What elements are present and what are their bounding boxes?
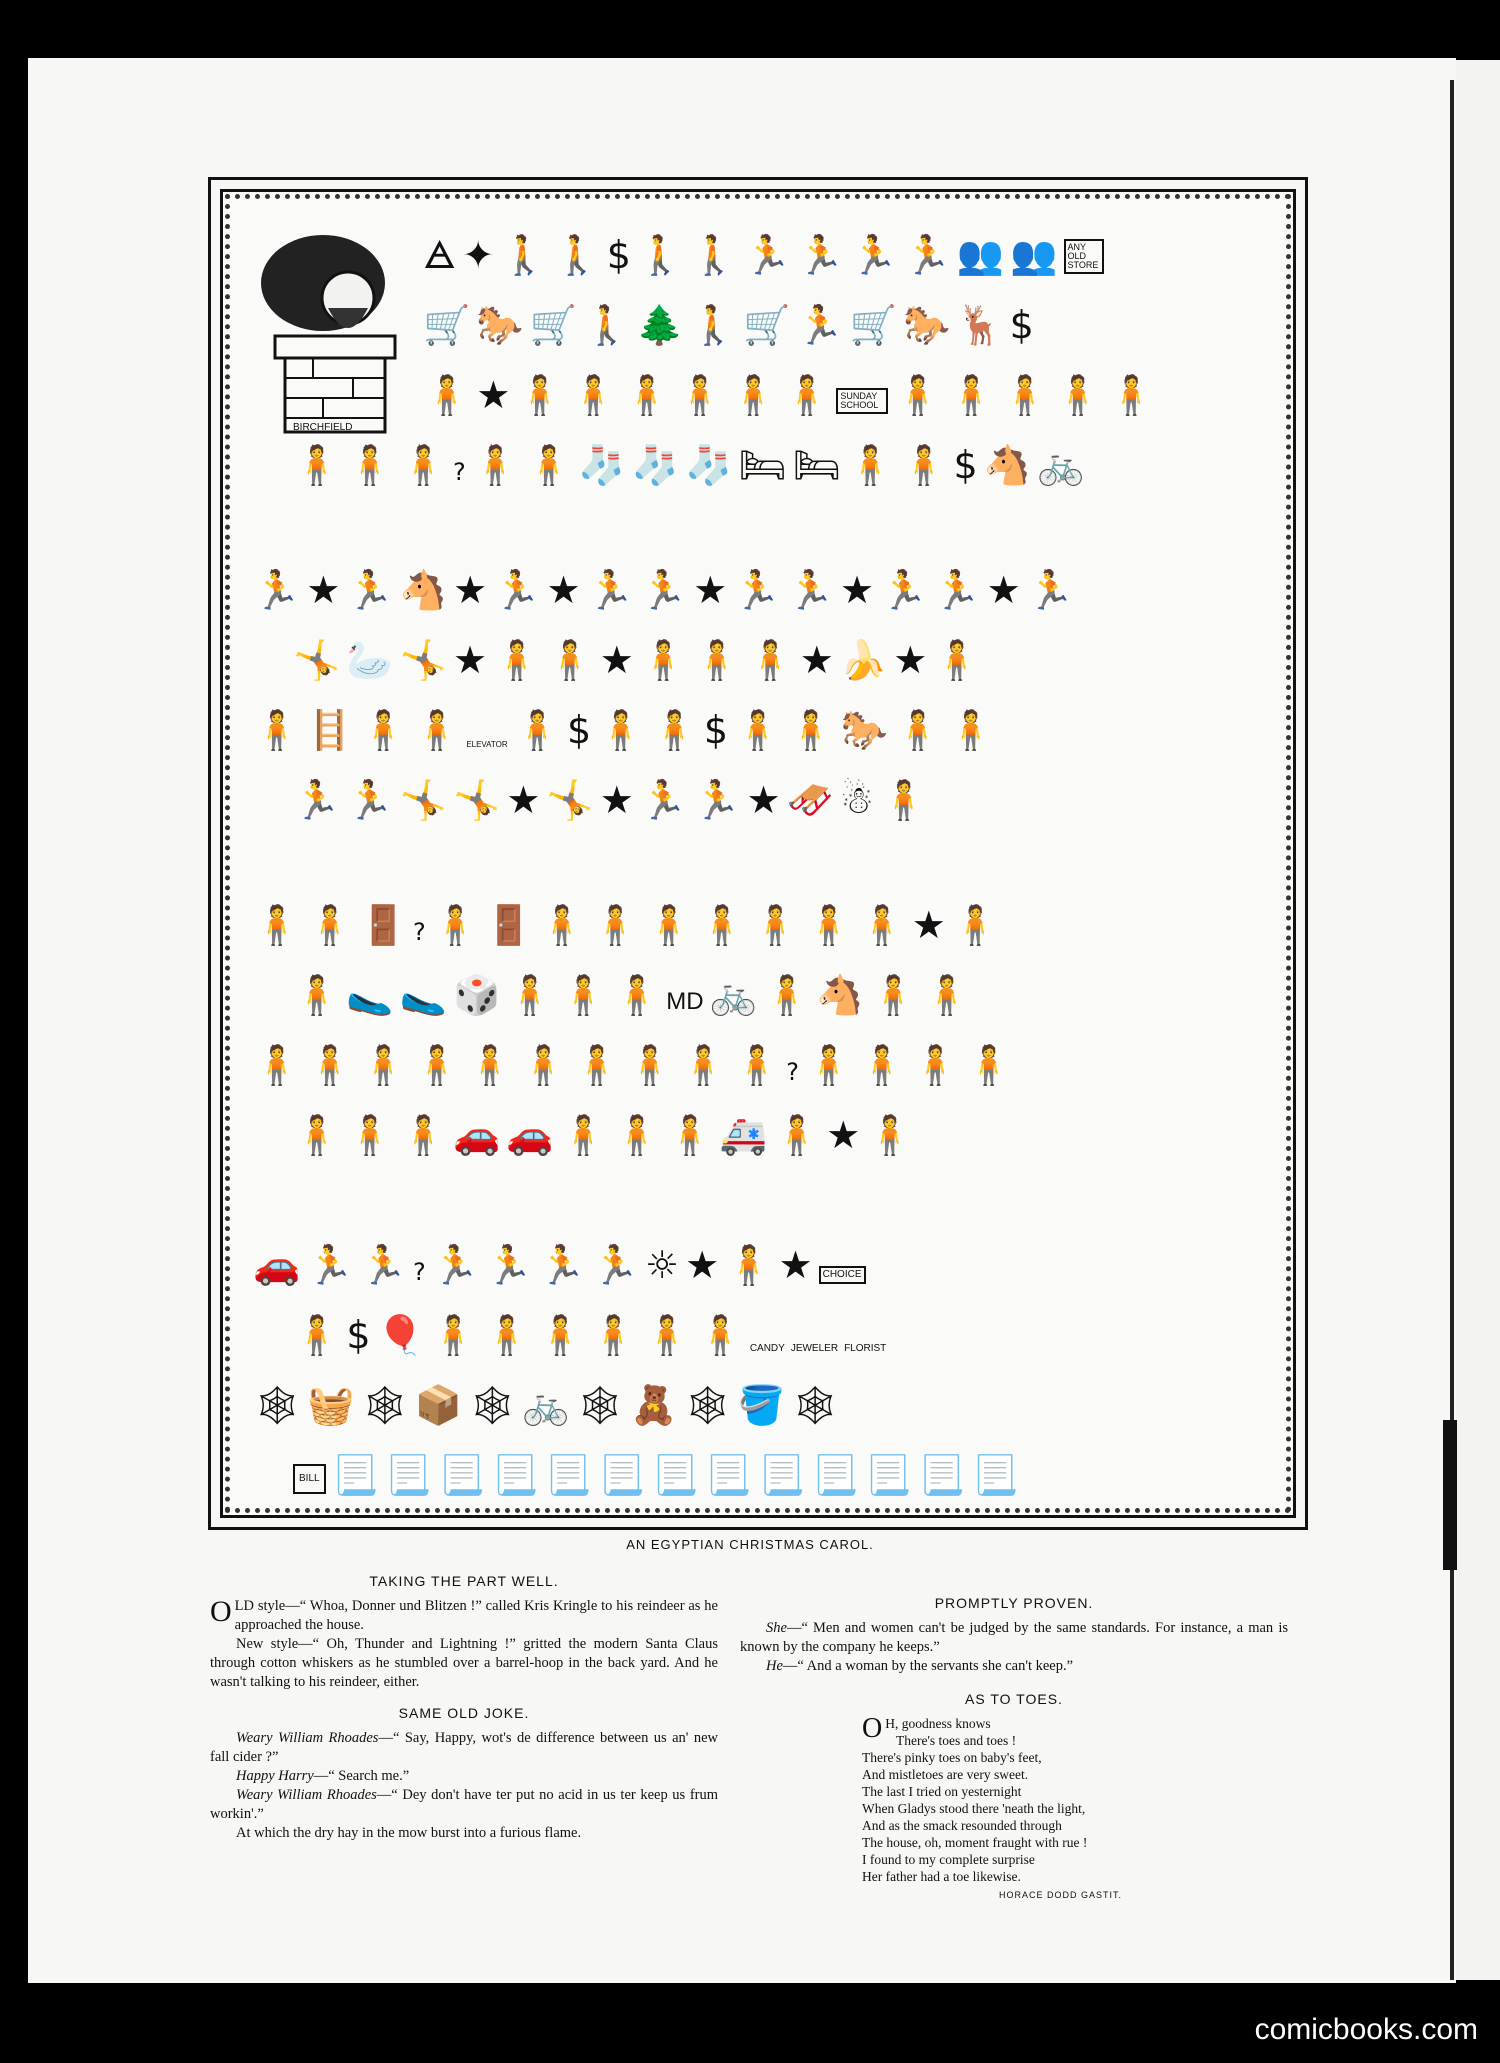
star-icon: ★ bbox=[453, 568, 488, 612]
wagon-icon: 🛒 bbox=[849, 303, 897, 347]
bill-icon: 📃 bbox=[331, 1453, 379, 1497]
bicycle-icon: 🚲 bbox=[709, 973, 757, 1017]
dollar-icon: $ bbox=[953, 443, 978, 487]
debris-icon: 🧸 bbox=[629, 1383, 678, 1427]
spiderweb-icon: 🕸 bbox=[575, 1383, 624, 1427]
figure-icon: 🧍 bbox=[869, 973, 917, 1017]
figure-icon: 🧍 bbox=[253, 903, 301, 947]
drop-cap: O bbox=[210, 1595, 232, 1628]
doctor-label: MD bbox=[666, 988, 704, 1015]
sled-icon: 🛷 bbox=[786, 778, 834, 822]
candy-sign: CANDY bbox=[749, 1343, 785, 1354]
automobile-icon: 🚗 bbox=[253, 1243, 301, 1287]
figure-icon: 🤸 bbox=[452, 778, 501, 822]
figure-icon: 🧍 bbox=[253, 1043, 301, 1087]
bill-icon: 📃 bbox=[544, 1453, 593, 1497]
figure-icon: 🏃 bbox=[485, 1243, 533, 1287]
speaker-name: Weary William Rhoades bbox=[236, 1787, 377, 1803]
speaker-name: Weary William Rhoades bbox=[236, 1730, 379, 1746]
stocking-icon: 🧦 bbox=[685, 443, 733, 487]
figure-icon: 🏃 bbox=[346, 568, 394, 612]
figure-icon: 🧍 bbox=[933, 638, 981, 682]
jeweler-sign: JEWELER bbox=[790, 1343, 839, 1354]
poem-line: I found to my complete surprise bbox=[862, 1852, 1035, 1867]
dollar-icon: $ bbox=[567, 708, 592, 752]
figure-icon: 🧍 bbox=[734, 708, 782, 752]
star-icon: ★ bbox=[452, 638, 488, 682]
walking-figure-icon: 🚶 bbox=[500, 233, 548, 277]
question-icon: ? bbox=[452, 458, 466, 486]
automobile-icon: 🚗 bbox=[506, 1113, 554, 1157]
figure-icon: 🤸 bbox=[399, 778, 447, 822]
figure-icon: 🏃 bbox=[431, 1243, 480, 1287]
debris-icon: 📦 bbox=[414, 1383, 463, 1427]
figure-icon: 🧍 bbox=[306, 1043, 354, 1087]
rebus-row bbox=[253, 1222, 866, 1287]
spiderweb-icon: 🕸 bbox=[790, 1383, 840, 1427]
figure-icon: 🧍 bbox=[466, 1043, 514, 1087]
figure-icon: 🧍 bbox=[293, 1113, 341, 1157]
figure-icon: 🧍 bbox=[591, 903, 640, 947]
stocking-icon: 🧦 bbox=[578, 443, 626, 487]
figure-icon: 🧍 bbox=[879, 778, 928, 822]
ladder-icon: 🪜 bbox=[306, 708, 354, 752]
figure-icon: 🧍 bbox=[519, 1043, 567, 1087]
carol-illustration-frame bbox=[208, 177, 1308, 1530]
article-title: PROMPTLY PROVEN. bbox=[934, 1595, 1094, 1611]
poem-line: There's pinky toes on baby's feet, bbox=[862, 1750, 1042, 1765]
rebus-row bbox=[253, 1362, 840, 1427]
reindeer-icon: 🦌 bbox=[956, 303, 1004, 347]
carol-illustration-panel bbox=[220, 189, 1296, 1518]
figure-icon: 🧍 bbox=[894, 373, 942, 417]
speaker-name: Happy Harry bbox=[236, 1768, 314, 1784]
spiderweb-icon: 🕸 bbox=[683, 1383, 732, 1427]
choice-sign: CHOICE bbox=[819, 1266, 866, 1284]
figure-icon: 🏃 bbox=[933, 568, 981, 612]
figure-icon: 🏃 bbox=[359, 1243, 407, 1287]
walking-figure-icon: 🚶 bbox=[636, 233, 685, 277]
rocking-horse-icon: 🐴 bbox=[399, 568, 448, 612]
goose-icon: 🦢 bbox=[346, 638, 394, 682]
figure-icon: 🧍 bbox=[866, 1113, 914, 1157]
dice-icon: 🎲 bbox=[452, 973, 501, 1017]
article-paragraph: At which the dry hay in the mow burst into a furious flame. bbox=[236, 1825, 582, 1841]
dialogue-line bbox=[740, 1657, 1288, 1676]
running-figure-icon: 🏃 bbox=[850, 233, 898, 277]
horse-cart-icon: 🐎 bbox=[840, 708, 889, 752]
figure-icon: 🧍 bbox=[359, 708, 407, 752]
star-icon: ★ bbox=[476, 373, 511, 417]
bill-icon: 📃 bbox=[811, 1453, 859, 1497]
figure-icon: 🧍 bbox=[506, 973, 554, 1017]
figure-icon: 🧍 bbox=[746, 638, 794, 682]
figure-icon: 🧍 bbox=[693, 638, 741, 682]
poem-line: Her father had a toe likewise. bbox=[862, 1869, 1021, 1884]
dollar-icon: $ bbox=[346, 1313, 371, 1357]
figure-icon: 🧍 bbox=[589, 1313, 638, 1357]
star-icon: ★ bbox=[506, 778, 541, 822]
door-icon: 🚪 bbox=[485, 903, 533, 947]
figure-icon: 🧍 bbox=[412, 708, 461, 752]
figure-icon: 🧍 bbox=[650, 708, 698, 752]
figure-icon: 🤸 bbox=[399, 638, 447, 682]
spiderweb-icon: 🕸 bbox=[360, 1383, 409, 1427]
figure-icon: 🧍 bbox=[965, 1043, 1013, 1087]
running-figure-icon: 🏃 bbox=[903, 233, 951, 277]
figure-icon: 🏃 bbox=[733, 568, 781, 612]
figure-icon: 🧍 bbox=[911, 1043, 960, 1087]
poem bbox=[862, 1715, 1162, 1904]
figure-icon: 🧍 bbox=[762, 973, 811, 1017]
bill-icon: 📃 bbox=[918, 1453, 966, 1497]
crowd-icon: 👥 bbox=[1010, 233, 1058, 277]
figure-icon: 🧍 bbox=[639, 638, 688, 682]
slippers-icon: 🥿 bbox=[346, 973, 394, 1017]
article-paragraph: New style—“ Oh, Thunder and Lightning !” gritted the modern Santa Claus through cotton whiskers as he stumbled over a barrel-hoop in the back yard. And he wasn't talking to his reindeer, either. bbox=[210, 1636, 718, 1690]
figure-icon: 🏃 bbox=[253, 568, 301, 612]
debris-icon: 🪣 bbox=[737, 1383, 785, 1427]
figure-icon: 🤸 bbox=[293, 638, 341, 682]
poem-title: AS TO TOES. bbox=[965, 1691, 1063, 1707]
figure-icon: 🧍 bbox=[493, 638, 541, 682]
figure-icon: 🧍 bbox=[696, 1313, 744, 1357]
figure-icon: 🧍 bbox=[483, 1313, 531, 1357]
figure-icon: 🧍 bbox=[538, 903, 586, 947]
figure-icon: 🧍 bbox=[569, 373, 618, 417]
figure-icon: 🏃 bbox=[591, 1243, 640, 1287]
question-icon: ? bbox=[412, 1258, 426, 1286]
figure-icon: 🧍 bbox=[676, 373, 724, 417]
rebus-row bbox=[293, 952, 971, 1017]
dollar-icon: $ bbox=[1009, 303, 1034, 347]
figure-icon: 🏃 bbox=[586, 568, 634, 612]
figure-icon: 🧍 bbox=[679, 1043, 727, 1087]
rebus-row bbox=[253, 687, 995, 752]
figure-icon: 🧍 bbox=[626, 1043, 674, 1087]
figure-icon: 🧍 bbox=[894, 708, 942, 752]
horse-icon: 🐎 bbox=[476, 303, 524, 347]
speaker-name: She bbox=[766, 1620, 787, 1636]
figure-icon: 🧍 bbox=[536, 1313, 584, 1357]
figure-icon: 🧍 bbox=[516, 373, 564, 417]
star-icon: ★ bbox=[599, 638, 634, 682]
right-column bbox=[740, 1594, 1288, 1904]
bill-icon: 📃 bbox=[758, 1453, 806, 1497]
figure-icon: 🧍 bbox=[559, 1113, 607, 1157]
walking-figure-icon: 🚶 bbox=[553, 233, 601, 277]
star-icon: ★ bbox=[746, 778, 781, 822]
article-paragraph bbox=[210, 1597, 718, 1635]
rebus-row bbox=[293, 422, 1085, 487]
watermark: comicbooks.com bbox=[1254, 2013, 1478, 2046]
santa-chimney-illustration bbox=[253, 228, 413, 438]
figure-icon: 🧍 bbox=[947, 708, 995, 752]
drop-cap: O bbox=[862, 1713, 883, 1744]
tree-icon: 🌲 bbox=[636, 303, 684, 347]
bill-label: BILL bbox=[293, 1464, 326, 1494]
debris-icon: 🚲 bbox=[522, 1383, 570, 1427]
figure-icon: 🧍 bbox=[293, 443, 341, 487]
figure-icon: 🧍 bbox=[399, 1113, 447, 1157]
rebus-row bbox=[423, 212, 1104, 277]
star-icon: ★ bbox=[546, 568, 581, 612]
figure-icon: 🏃 bbox=[346, 778, 394, 822]
star-icon: ★ bbox=[826, 1113, 861, 1157]
dollar-icon: $ bbox=[606, 233, 631, 277]
figure-icon: 🧍 bbox=[729, 373, 778, 417]
figure-icon: 🧍 bbox=[787, 708, 835, 752]
figure-icon: 🏃 bbox=[1026, 568, 1075, 612]
bill-icon: 📃 bbox=[864, 1453, 913, 1497]
rebus-row bbox=[293, 757, 928, 822]
wagon-icon: 🛒 bbox=[529, 303, 577, 347]
figure-icon: 🏃 bbox=[880, 568, 928, 612]
left-column bbox=[210, 1572, 718, 1843]
poem-line: The house, oh, moment fraught with rue ! bbox=[862, 1835, 1088, 1850]
page-fold-line bbox=[1450, 80, 1454, 1980]
walking-figure-icon: 🚶 bbox=[690, 233, 738, 277]
figure-icon: 🧍 bbox=[306, 903, 354, 947]
figure-icon: 🧍 bbox=[645, 903, 693, 947]
star-icon: ★ bbox=[778, 1243, 813, 1287]
dialogue-line bbox=[210, 1767, 718, 1786]
door-icon: 🚪 bbox=[359, 903, 407, 947]
speaker-name: He bbox=[766, 1658, 783, 1674]
star-icon: ★ bbox=[893, 638, 928, 682]
figure-icon: 🧍 bbox=[643, 1313, 691, 1357]
school-sign: SUNDAY SCHOOL bbox=[836, 388, 888, 414]
figure-icon: 🏃 bbox=[538, 1243, 586, 1287]
star-icon: ★ bbox=[839, 568, 875, 612]
poem-author: HORACE DODD GASTIT. bbox=[998, 1890, 1122, 1900]
figure-icon: 🧍 bbox=[412, 1043, 461, 1087]
article-title: SAME OLD JOKE. bbox=[398, 1705, 530, 1721]
figure-icon: 🜁 bbox=[423, 233, 457, 277]
dialogue-text: —“ And a woman by the servants she can't keep.” bbox=[782, 1658, 1074, 1674]
snowman-icon: ☃ bbox=[839, 778, 874, 822]
poem-line: When Gladys stood there 'neath the light, bbox=[862, 1801, 1086, 1816]
star-icon: ★ bbox=[693, 568, 728, 612]
automobile-icon: 🚗 bbox=[452, 1113, 501, 1157]
poem-line: And mistletoes are very sweet. bbox=[862, 1767, 1029, 1782]
sun-icon: ☼ bbox=[645, 1243, 680, 1287]
rebus-row bbox=[293, 1292, 887, 1357]
figure-icon: 🧍 bbox=[805, 903, 853, 947]
figure-icon: 🧍 bbox=[431, 903, 480, 947]
rebus-row bbox=[423, 352, 1156, 417]
star-icon: ★ bbox=[799, 638, 834, 682]
dialogue-text: —“ Search me.” bbox=[313, 1768, 410, 1784]
figure-icon: 🏃 bbox=[639, 778, 688, 822]
figure-icon: 🧍 bbox=[1054, 373, 1102, 417]
figure-icon: 🧍 bbox=[399, 443, 447, 487]
question-icon: ? bbox=[412, 918, 426, 946]
bill-icon: 📃 bbox=[598, 1453, 646, 1497]
figure-icon: 🧍 bbox=[858, 1043, 906, 1087]
rebus-row bbox=[293, 617, 981, 682]
figure-icon: 🧍 bbox=[293, 973, 341, 1017]
spiderweb-icon: 🕸 bbox=[468, 1383, 517, 1427]
dialogue-text: —“ Say, Happy, wot's de difference between us an' new fall cider ?” bbox=[210, 1730, 718, 1765]
figure-icon: 🏃 bbox=[639, 568, 688, 612]
spiderweb-icon: 🕸 bbox=[253, 1383, 302, 1427]
figure-icon: 🧍 bbox=[805, 1043, 853, 1087]
figure-icon: 🧍 bbox=[951, 903, 1000, 947]
figure-icon: 🧍 bbox=[666, 1113, 714, 1157]
figure-icon: 🧍 bbox=[732, 1043, 781, 1087]
next-page-edge bbox=[1456, 60, 1500, 1980]
bill-icon: 📃 bbox=[438, 1453, 486, 1497]
bill-icon: 📃 bbox=[704, 1453, 753, 1497]
rocking-horse-icon: 🐴 bbox=[816, 973, 864, 1017]
stocking-icon: 🧦 bbox=[631, 443, 680, 487]
slippers-icon: 🥿 bbox=[399, 973, 447, 1017]
figure-icon: 🧍 bbox=[346, 443, 394, 487]
figure-icon: 🧍 bbox=[559, 973, 607, 1017]
figure-icon: 🧍 bbox=[1001, 373, 1049, 417]
figure-icon: 🧍 bbox=[359, 1043, 407, 1087]
crowd-icon: 👥 bbox=[956, 233, 1005, 277]
figure-icon: 🚶 bbox=[689, 303, 737, 347]
debris-icon: 🧺 bbox=[307, 1383, 355, 1427]
dialogue-line bbox=[210, 1729, 718, 1767]
figure-icon: 🧍 bbox=[572, 1043, 621, 1087]
bicycle-icon: 🚲 bbox=[1037, 443, 1085, 487]
star-icon: ★ bbox=[306, 568, 341, 612]
florist-sign: FLORIST bbox=[844, 1343, 887, 1354]
wagon-icon: 🛒 bbox=[742, 303, 791, 347]
running-figure-icon: 🏃 bbox=[743, 233, 791, 277]
running-figure-icon: 🏃 bbox=[796, 233, 845, 277]
figure-icon: 🧍 bbox=[597, 708, 645, 752]
figure-icon: 🧍 bbox=[1107, 373, 1156, 417]
figure-icon: 🏃 bbox=[306, 1243, 354, 1287]
poem-line: There's toes and toes ! bbox=[896, 1733, 1017, 1748]
figure-icon: 🧍 bbox=[846, 443, 895, 487]
figure-icon: 🧍 bbox=[751, 903, 800, 947]
bananas-icon: 🍌 bbox=[839, 638, 888, 682]
figure-icon: 🧍 bbox=[612, 973, 661, 1017]
wagon-icon: 🛒 bbox=[423, 303, 471, 347]
figure-icon: 🧍 bbox=[429, 1313, 478, 1357]
figure-icon: 🧍 bbox=[922, 973, 971, 1017]
poem-line: The last I tried on yesternight bbox=[862, 1784, 1022, 1799]
rebus-row bbox=[293, 1432, 1019, 1497]
dialogue-line bbox=[210, 1786, 718, 1824]
figure-icon: 🧍 bbox=[525, 443, 573, 487]
elevator-sign: ELEVATOR bbox=[466, 740, 508, 749]
star-icon: ★ bbox=[986, 568, 1021, 612]
star-icon: ★ bbox=[911, 903, 946, 947]
figure-icon: 🧍 bbox=[725, 1243, 773, 1287]
figure-icon: 🏃 bbox=[786, 568, 834, 612]
figure-icon: 🧍 bbox=[346, 1113, 394, 1157]
figure-icon: 🧍 bbox=[772, 1113, 821, 1157]
star-icon: ★ bbox=[599, 778, 634, 822]
figure-icon: 🧍 bbox=[423, 373, 471, 417]
figure-icon: 🧍 bbox=[546, 638, 594, 682]
horse-icon: 🐎 bbox=[902, 303, 951, 347]
artist-signature: BIRCHFIELD bbox=[293, 422, 353, 433]
figure-icon: 🏃 bbox=[493, 568, 541, 612]
bill-icon: 📃 bbox=[971, 1453, 1019, 1497]
figure-icon: 🧍 bbox=[783, 373, 831, 417]
rebus-row bbox=[253, 547, 1075, 612]
figure-icon: 🧍 bbox=[471, 443, 520, 487]
ambulance-icon: 🚑 bbox=[719, 1113, 767, 1157]
dialogue-line bbox=[740, 1619, 1288, 1657]
bed-icon: 🛏 bbox=[738, 443, 787, 487]
dollar-icon: $ bbox=[703, 708, 729, 752]
store-sign: ANY OLD STORE bbox=[1064, 239, 1104, 274]
dialogue-text: —“ Men and women can't be judged by the same standards. For instance, a man is known by the company he keeps.” bbox=[740, 1620, 1288, 1655]
figure-icon: 🧍 bbox=[858, 903, 906, 947]
bill-icon: 📃 bbox=[384, 1453, 433, 1497]
figure-icon: ✦ bbox=[462, 233, 495, 277]
star-icon: ★ bbox=[685, 1243, 720, 1287]
figure-icon: 🏃 bbox=[293, 778, 341, 822]
rebus-row bbox=[293, 1092, 914, 1157]
figure-icon: 🧍 bbox=[947, 373, 996, 417]
poem-line-text: H, goodness knows bbox=[885, 1716, 991, 1731]
horse-toy-icon: 🐴 bbox=[983, 443, 1032, 487]
rebus-row bbox=[253, 882, 1000, 947]
figure-icon: 🤸 bbox=[546, 778, 594, 822]
poem-line: And as the smack resounded through bbox=[862, 1818, 1062, 1833]
paragraph-text: LD style—“ Whoa, Donner und Blitzen !” called Kris Kringle to his reindeer as he approached the house. bbox=[234, 1598, 718, 1633]
article-title: TAKING THE PART WELL. bbox=[369, 1573, 559, 1589]
figure-icon: 🏃 bbox=[796, 303, 844, 347]
figure-icon: 🧍 bbox=[513, 708, 561, 752]
figure-icon: 🧍 bbox=[698, 903, 746, 947]
figure-icon: 🧍 bbox=[623, 373, 671, 417]
figure-icon: 🧍 bbox=[612, 1113, 661, 1157]
figure-icon: 🧍 bbox=[900, 443, 948, 487]
balloons-icon: 🎈 bbox=[376, 1313, 424, 1357]
rebus-row bbox=[253, 1022, 1013, 1087]
rebus-row bbox=[423, 282, 1034, 347]
illustration-caption: AN EGYPTIAN CHRISTMAS CAROL. bbox=[626, 1537, 874, 1552]
bill-icon: 📃 bbox=[491, 1453, 539, 1497]
figure-icon: 🧍 bbox=[293, 1313, 341, 1357]
figure-icon: 🚶 bbox=[582, 303, 631, 347]
question-icon: ? bbox=[786, 1058, 800, 1086]
bed-icon: 🛏 bbox=[792, 443, 841, 487]
figure-icon: 🧍 bbox=[253, 708, 301, 752]
bill-icon: 📃 bbox=[651, 1453, 699, 1497]
dialogue-text: —“ Dey don't have ter put no acid in us ter keep us frum workin'.” bbox=[210, 1787, 719, 1822]
figure-icon: 🏃 bbox=[693, 778, 741, 822]
